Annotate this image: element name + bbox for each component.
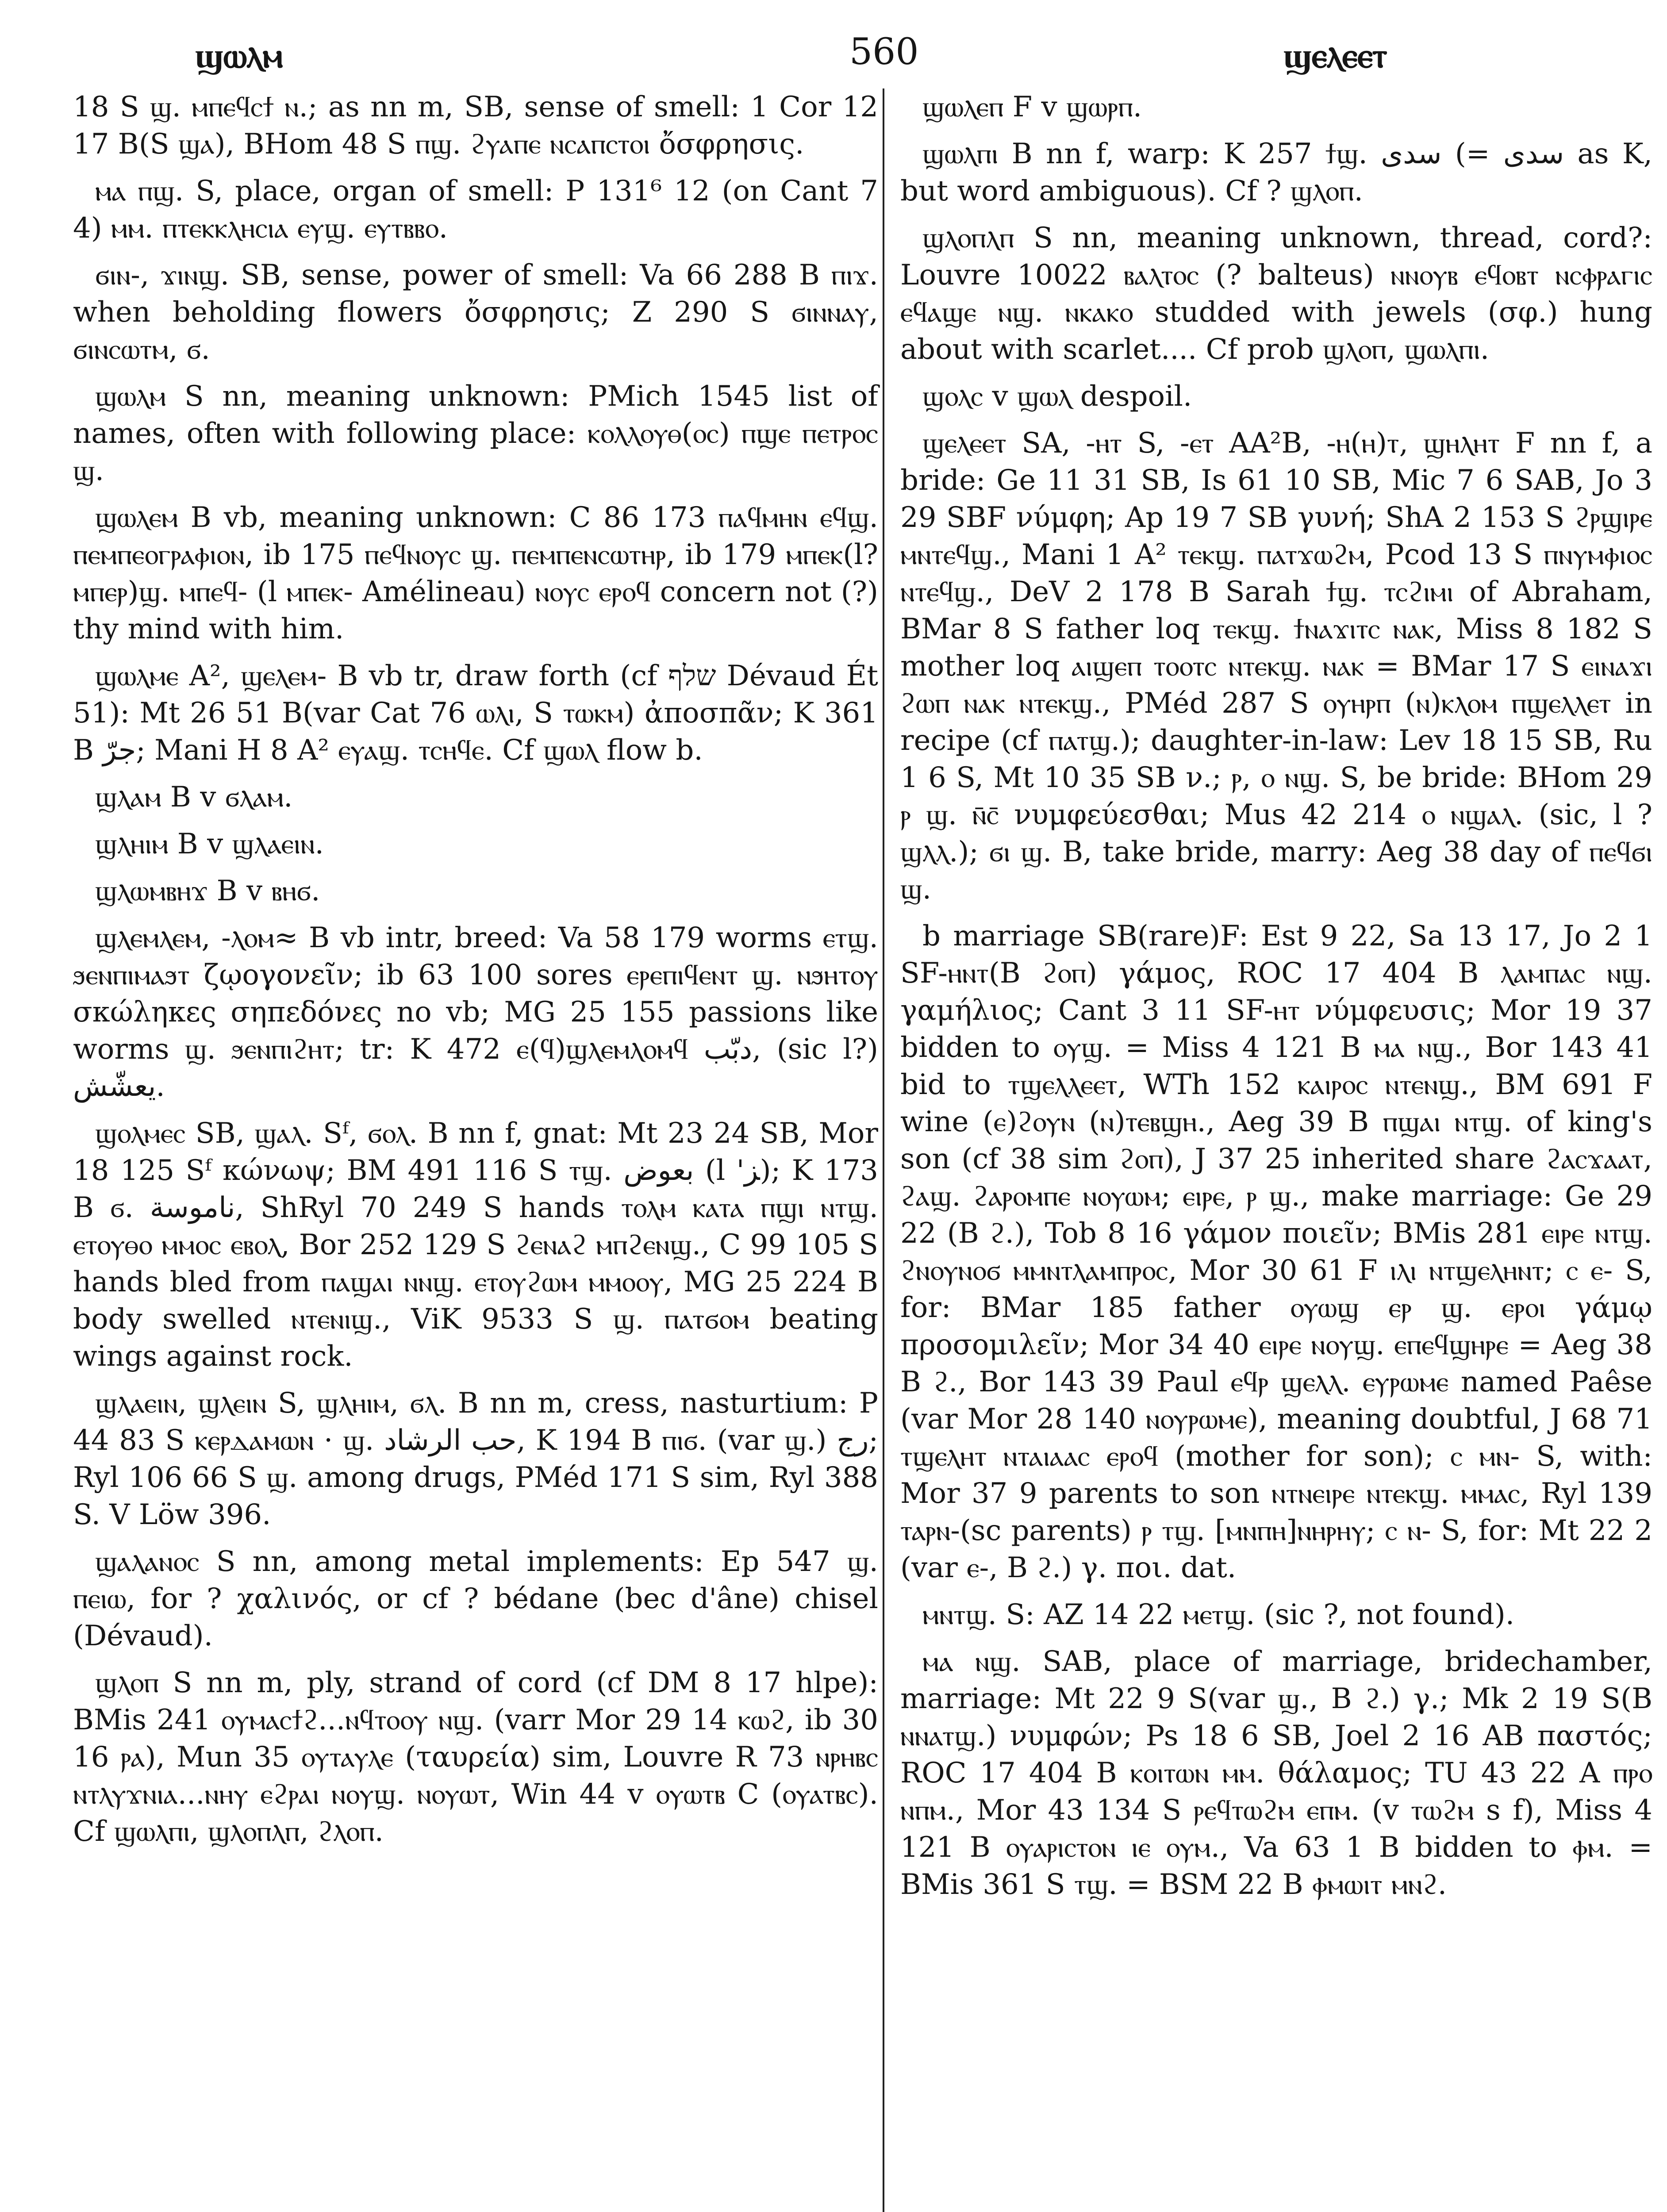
dictionary-entry: ϣⲱⲗⲡⲓ B nn f, warp: K 257 ϯϣ. سدى (= سدى as K, but word ambiguous). Cf ? ϣⲗⲟⲡ. <box>900 138 1652 207</box>
dictionary-entry: b marriage SB(rare)F: Est 9 22, Sa 13 17, Jo 2 1 SF-ⲏⲛⲧ(B ϩⲟⲡ) γάμος, ROC 17 404 B ⲗⲁⲙⲡⲁⲥ ⲛϣ. γαμήλιος; Cant 3 11 SF-ⲏⲧ νύμφευσις; Mor 19 37 bidden to ⲟⲩϣ. = Miss 4 121 B ⲙⲁ ⲛϣ., Bor 143 41 bid to ⲧϣⲉⲗⲗⲉⲉⲧ, WTh 152 ⲕⲁⲓⲣⲟⲥ ⲛⲧⲉⲛϣ., BM 691 F wine (ⲉ)ϩⲟⲩⲛ (ⲛ)ⲧⲉⲃϣⲏ., Aeg 39 B ⲡϣⲁⲓ ⲛⲧϣ. of king's son (cf 38 sim ϩⲟⲡ), J 37 25 inherited share ϩⲁⲥϫⲁⲁⲧ, ϩⲁϣ. ϩⲁⲣⲟⲙⲡⲉ ⲛⲟⲩⲱⲙ; ⲉⲓⲣⲉ, ⲣ ϣ., make marriage: Ge 29 22 (B ϩ.), Tob 8 16 γάμον ποιεῖν; BMis 281 ⲉⲓⲣⲉ ⲛⲧϣ. ϩⲛⲟⲩⲛⲟϭ ⲙⲙⲛⲧⲗⲁⲙⲡⲣⲟⲥ, Mor 30 61 F ⲓⲗⲓ ⲛⲧϣⲉⲗⲏⲛⲧ; ⲥ ⲉ- S, for: BMar 185 father ⲟⲩⲱϣ ⲉⲣ ϣ. ⲉⲣⲟⲓ γάμῳ προσομιλεῖν; Mor 34 40 ⲉⲓⲣⲉ ⲛⲟⲩϣ. ⲉⲡⲉϥϣⲏⲣⲉ = Aeg 38 B ϩ., Bor 143 39 Paul ⲉϥⲣ ϣⲉⲗⲗ. ⲉⲩⲣⲱⲙⲉ named Paêse (var Mor 28 140 ⲛⲟⲩⲣⲱⲙⲉ), meaning doubtful, J 68 71 ⲧϣⲉⲗⲏⲧ ⲛⲧⲁⲓⲁⲁⲥ ⲉⲣⲟϥ (mother for son); ⲥ ⲙⲛ- S, with: Mor 37 9 parents to son ⲛⲧⲛⲉⲓⲣⲉ ⲛⲧⲉⲕϣ. ⲙⲙⲁⲥ, Ryl 139 ⲧⲁⲣⲛ-(sc parents) ⲣ ⲧϣ. [ⲙⲛⲡⲏ]ⲛⲏⲣⲏⲩ; ⲥ ⲛ- S, for: Mt 22 2 (var ⲉ-, B ϩ.) γ. ποι. dat. <box>900 920 1652 1584</box>
dictionary-entry: ϣⲱⲗⲉⲡ F v ϣⲱⲣⲡ. <box>922 91 1142 123</box>
dictionary-entry: ϣⲱⲗⲉⲙ B vb, meaning unknown: C 86 173 ⲡⲁϥⲙⲏⲛ ⲉϥϣ. ⲡⲉⲙⲡⲉⲟⲅⲣⲁⲫⲓⲟⲛ, ib 175 ⲡⲉϥⲛⲟⲩⲥ ϣ. ⲡⲉⲙⲡⲉⲛⲥⲱⲧⲏⲣ, ib 179 ⲙⲡⲉⲕ(l? ⲙⲡⲉⲣ)ϣ. ⲙⲡⲉϥ- (l ⲙⲡⲉⲕ- Amélineau) ⲛⲟⲩⲥ ⲉⲣⲟϥ concern not (?) thy mind with him. <box>73 501 878 645</box>
dictionary-entry: ϭⲓⲛ-, ϫⲓⲛϣ. SB, sense, power of smell: Va 66 288 B ⲡⲓϫ. when beholding flowers ὄσφρησις; Z 290 S ϭⲓⲛⲛⲁⲩ, ϭⲓⲛⲥⲱⲧⲙ, ϭ. <box>73 259 878 366</box>
dictionary-entry: ϣⲗⲟⲡ S nn m, ply, strand of cord (cf DM 8 17 hlpe): BMis 241 ⲟⲩⲙⲁⲥϯϩ...ⲛϥⲧⲟⲟⲩ ⲛϣ. (varr Mor 29 14 ⲕⲱϩ, ib 30 16 ⲣⲁ), Mun 35 ⲟⲩⲧⲁⲩⲗⲉ (ταυρεία) sim, Louvre R 73 ⲛⲣⲏⲃⲥ ⲛⲧⲗⲩϫⲛⲓⲁ...ⲛⲏⲩ ⲉϩⲣⲁⲓ ⲛⲟⲩϣ. ⲛⲟⲩⲱⲧ, Win 44 v ⲟⲩⲱⲧⲃ C (ⲟⲩⲁⲧⲃⲥ). Cf ϣⲱⲗⲡⲓ, ϣⲗⲟⲡⲗⲡ, ϩⲗⲟⲡ. <box>73 1667 878 1848</box>
page-number: 560 <box>849 31 919 73</box>
column-divider <box>883 88 884 2212</box>
dictionary-entry: 18 S ϣ. ⲙⲡⲉϥⲥϯ ⲛ.; as nn m, SB, sense of smell: 1 Cor 12 17 B(S ϣⲁ), BHom 48 S ⲡϣ. ϩⲩⲁⲡⲉ ⲛⲥⲁⲡⲥⲧⲟⲓ ὄσφρησις. <box>73 91 878 161</box>
dictionary-entry: ϣⲗⲏⲓⲙ B v ϣⲗⲁⲉⲓⲛ. <box>95 828 324 860</box>
dictionary-entry: ϣⲗⲁⲉⲓⲛ, ϣⲗⲉⲓⲛ S, ϣⲗⲏⲓⲙ, ϭⲗ. B nn m, cress, nasturtium: P 44 83 S ⲕⲉⲣⲇⲁⲙⲱⲛ · ϣ. حب الرشاد, K 194 B ⲡⲓϭ. (var ϣ.) رج; Ryl 106 66 S ϣ. among drugs, PMéd 171 S sim, Ryl 388 S. V Löw 396. <box>73 1387 879 1531</box>
page-header <box>71 31 1646 84</box>
dictionary-entry: ϣⲱⲗⲙⲉ A², ϣⲉⲗⲉⲙ- B vb tr, draw forth (cf שלף Dévaud Ét 51): Mt 26 51 B(var Cat 76 ⲱⲗⲓ, S ⲧⲱⲕⲙ) ἀποσπᾶν; K 361 B جرّ; Mani H 8 A² ⲉⲩⲁϣ. ⲧⲥⲏϥⲉ. Cf ϣⲱⲗ flow b. <box>73 660 878 767</box>
dictionary-entry: ϣⲉⲗⲉⲉⲧ SA, -ⲏⲧ S, -ⲉⲧ AA²B, -ⲏ(ⲏ)ⲧ, ϣⲏⲗⲏⲧ F nn f, a bride: Ge 11 31 SB, Is 61 10 SB, Mic 7 6 SAB, Jo 3 29 SBF νύμφη; Ap 19 7 SB γυνή; ShA 2 153 S ϩⲣϣⲓⲣⲉ ⲙⲛⲧⲉϥϣ., Mani 1 A² ⲧⲉⲕϣ. ⲡⲁⲧϫⲱϩⲙ, Pcod 13 S ⲡⲛⲩⲙⲫⲓⲟⲥ ⲛⲧⲉϥϣ., DeV 2 178 B Sarah ϯϣ. ⲧⲥϩⲓⲙⲓ of Abraham, BMar 8 S father loq ⲧⲉⲕϣ. ϯⲛⲁϫⲓⲧⲥ ⲛⲁⲕ, Miss 8 182 S mother loq ⲁⲓϣⲉⲡ ⲧⲟⲟⲧⲥ ⲛⲧⲉⲕϣ. ⲛⲁⲕ = BMar 17 S ⲉⲓⲛⲁϫⲓ ϩⲱⲡ ⲛⲁⲕ ⲛⲧⲉⲕϣ., PMéd 287 S ⲟⲩⲏⲣⲡ (ⲛ)ⲕⲗⲟⲙ ⲡϣⲉⲗⲗⲉⲧ in recipe (cf ⲡⲁⲧϣ.); daughter-in-law: Lev 18 15 SB, Ru 1 6 S, Mt 10 35 SB ν.; ⲣ, ⲟ ⲛϣ. S, be bride: BHom 29 ⲣ ϣ. ⲛ̄ⲥ̄ νυμφεύεσθαι; Mus 42 214 ⲟ ⲛϣⲁⲗ. (sic, l ? ϣⲗⲗ.); ϭⲓ ϣ. B, take bride, marry: Aeg 38 day of ⲡⲉϥϭⲓ ϣ. <box>900 427 1652 906</box>
dictionary-entry: ⲙⲁ ⲡϣ. S, place, organ of smell: P 131⁶ 12 (on Cant 7 4) ⲙⲙ. ⲡⲧⲉⲕⲕⲗⲏⲥⲓⲁ ⲉⲩϣ. ⲉⲩⲧⲃⲃⲟ. <box>73 175 878 245</box>
dictionary-entry: ⲙⲛⲧϣ. S: AZ 14 22 ⲙⲉⲧϣ. (sic ?, not found). <box>922 1598 1515 1631</box>
dictionary-entry: ϣⲟⲗⲥ v ϣⲱⲗ despoil. <box>922 380 1192 413</box>
dictionary-entry: ϣⲗⲱⲙⲃⲏϫ B v ⲃⲏϭ. <box>95 875 320 907</box>
dictionary-entry: ϣⲱⲗⲙ S nn, meaning unknown: PMich 1545 list of names, often with following place: ⲕⲟⲗⲗⲟⲩⲑ(ⲟⲥ) ⲡϣⲉ ⲡⲉⲧⲣⲟⲥ ϣ. <box>73 380 878 487</box>
dictionary-entry: ϣⲗⲉⲙⲗⲉⲙ, -ⲗⲟⲙ≈ B vb intr, breed: Va 58 179 worms ⲉⲧϣ. ϧⲉⲛⲡⲓⲙⲁϧⲧ ζῳογονεῖν; ib 63 100 sores ⲉⲣⲉⲡⲓϥⲉⲛⲧ ϣ. ⲛϧⲏⲧⲟⲩ σκώληκες σηπεδόνες no vb; MG 25 155 passions like worms ϣ. ϧⲉⲛⲡⲓϩⲏⲧ; tr: K 472 ⲉ(ϥ)ϣⲗⲉⲙⲗⲟⲙϥ دبّب, (sic l?) يعشّش. <box>73 922 879 1103</box>
dictionary-entry: ϣⲗⲁⲙ B v ϭⲗⲁⲙ. <box>95 781 293 814</box>
dictionary-entry: ϣⲟⲗⲙⲉⲥ SB, ϣⲁⲗ. Sᶠ, ϭⲟⲗ. B nn f, gnat: Mt 23 24 SB, Mor 18 125 Sᶠ κώνωψ; BM 491 116 S ⲧϣ. بعوض (l 'ﺰ); K 173 B ϭ. ناموسة, ShRyl 70 249 S hands ⲧⲟⲗⲙ ⲕⲁⲧⲁ ⲡϣⲓ ⲛⲧϣ. ⲉⲧⲟⲩⲑⲟ ⲙⲙⲟⲥ ⲉⲃⲟⲗ, Bor 252 129 S ϩⲉⲛⲁϩ ⲙⲡϩⲉⲛϣ., C 99 105 S hands bled from ⲡⲁϣⲁⲓ ⲛⲛϣ. ⲉⲧⲟⲩϩⲱⲙ ⲙⲙⲟⲟⲩ, MG 25 224 B body swelled ⲛⲧⲉⲛⲓϣ., ViK 9533 S ϣ. ⲡⲁⲧϭⲟⲙ beating wings against rock. <box>73 1117 879 1373</box>
right-running-headword: ϣⲉⲗⲉⲉⲧ <box>1283 35 1387 76</box>
left-column <box>73 88 878 1860</box>
dictionary-entry: ⲙⲁ ⲛϣ. SAB, place of marriage, bridechamber, marriage: Mt 22 9 S(var ϣ., B ϩ.) γ.; Mk 2 19 S(B ⲛⲛⲁⲧϣ.) νυμφών; Ps 18 6 SB, Joel 2 16 AB παστός; ROC 17 404 B ⲕⲟⲓⲧⲱⲛ ⲙⲙ. θάλαμος; TU 43 22 A ⲡⲣⲟ ⲛⲡⲙ., Mor 43 134 S ⲣⲉϥⲧⲱϩⲙ ⲉⲡⲙ. (v ⲧⲱϩⲙ s f), Miss 4 121 B ⲟⲩⲁⲣⲓⲥⲧⲟⲛ ⲓⲉ ⲟⲩⲙ., Va 63 1 B bidden to ⲫⲙ. = BMis 361 S ⲧϣ. = BSM 22 B ⲫⲙⲱⲓⲧ ⲙⲛϩ. <box>900 1645 1652 1901</box>
left-running-headword: ϣⲱⲗⲙ <box>195 35 283 76</box>
dictionary-entry: ϣⲁⲗⲁⲛⲟⲥ S nn, among metal implements: Ep 547 ϣ. ⲡⲉⲓⲱ, for ? χαλινός, or cf ? bédane (bec d'âne) chisel (Dévaud). <box>73 1545 878 1652</box>
right-column <box>900 88 1652 1913</box>
dictionary-entry: ϣⲗⲟⲡⲗⲡ S nn, meaning unknown, thread, cord?: Louvre 10022 ⲃⲁⲗⲧⲟⲥ (? balteus) ⲛⲛⲟⲩⲃ ⲉϥⲟⲃⲧ ⲛⲥⲫⲣⲁⲅⲓⲥ ⲉϥⲁϣⲉ ⲛϣ. ⲛⲕⲁⲕⲟ studded with jewels (σφ.) hung about with scarlet.... Cf prob ϣⲗⲟⲡ, ϣⲱⲗⲡⲓ. <box>900 222 1653 366</box>
